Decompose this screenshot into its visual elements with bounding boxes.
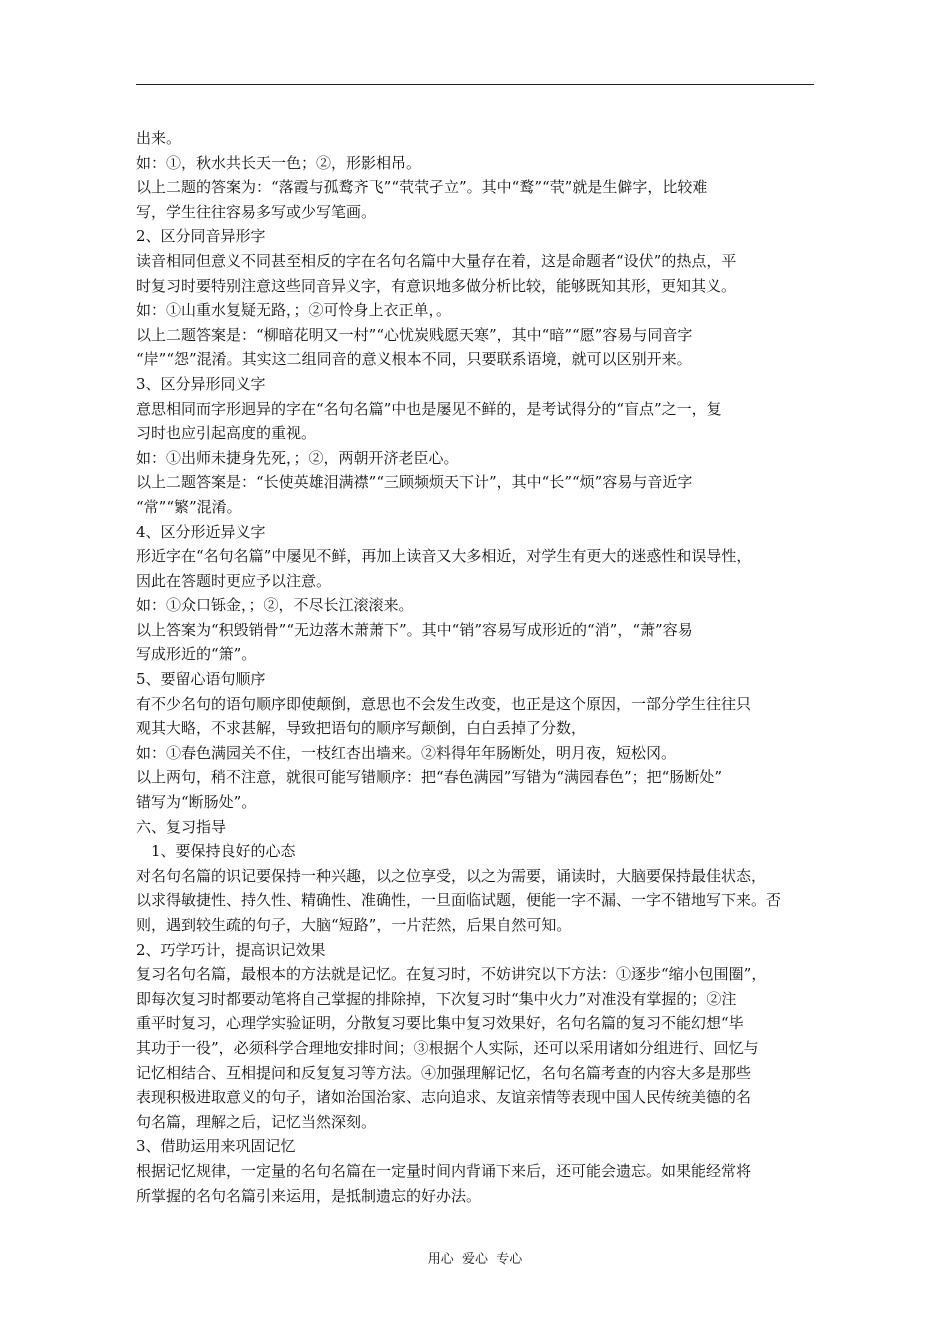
page-footer: 用心 爱心 专心 (427, 1252, 523, 1267)
text-line: 如：①春色满园关不住，一枝红杏出墙来。②料得年年肠断处，明月夜，短松冈。 (136, 743, 677, 762)
section-heading: 1、要保持良好的心态 (151, 842, 296, 861)
header-rule (136, 84, 814, 85)
text-line: 以上两句，稍不注意，就很可能写错顺序：把“春色满园”写错为“满园春色”；把“肠断处” (136, 768, 723, 787)
text-line: “岸”“怨”混淆。其实这二组同音的意义根本不同，只要联系语境，就可以区别开来。 (136, 350, 692, 369)
text-line: 即每次复习时都要动笔将自己掌握的排除掉，下次复习时“集中火力”对准没有掌握的；②注 (136, 989, 737, 1008)
text-line: 形近字在“名句名篇”中屡见不鲜，再加上读音又大多相近，对学生有更大的迷惑性和误导性， (136, 547, 752, 566)
text-line: 出来。 (136, 129, 182, 147)
text-line: 以上二题答案是：“柳暗花明又一村”“心忧炭贱愿天寒”，其中“暗”“愿”容易与同音字 (136, 325, 693, 344)
text-line: 读音相同但意义不同甚至相反的字在名句名篇中大量存在着，这是命题者“设伏”的热点，平 (136, 251, 737, 270)
text-line: 以上答案为“积毁销骨”“无边落木萧萧下”。其中“销”容易写成形近的“消”，“萧”容易 (136, 620, 693, 639)
text-line: 复习名句名篇，最根本的方法就是记忆。在复习时，不妨讲究以下方法：①逐步“缩小包围圈”， (136, 965, 767, 984)
text-line: 则，遇到较生疏的句子，大脑“短路”，一片茫然，后果自然可知。 (136, 916, 572, 934)
text-line: 其功于一役”，必须科学合理地安排时间；③根据个人实际，还可以采用诸如分组进行、回忆与 (136, 1038, 759, 1057)
text-line: 如：①，秋水共长天一色；②，形影相吊。 (136, 153, 422, 172)
text-line: 观其大略，不求甚解，导致把语句的顺序写颠倒，白白丢掉了分数， (136, 719, 587, 738)
text-line: 时复习时要特别注意这些同音异义字，有意识地多做分析比较，能够既知其形，更知其义。 (136, 276, 737, 295)
text-line: 以上二题答案是：“长使英雄泪满襟”“三顾频烦天下计”，其中“长”“烦”容易与音近字 (136, 473, 693, 492)
text-line: 如：①山重水复疑无路，；②可怜身上衣正单，。 (136, 301, 452, 320)
chapter-heading: 六、复习指导 (136, 817, 227, 836)
text-line: 有不少名句的语句顺序即使颠倒，意思也不会发生改变，也正是这个原因，一部分学生往往只 (136, 694, 752, 713)
text-line: 习时也应引起高度的重视。 (136, 424, 317, 443)
text-line: 记忆相结合、互相提问和反复复习等方法。④加强理解记忆，名句名篇考查的内容大多是那些 (136, 1063, 752, 1082)
text-line: 如：①出师未捷身先死，；②，两朝开济老臣心。 (136, 448, 459, 467)
text-line: 因此在答题时更应予以注意。 (136, 571, 332, 590)
section-heading: 4、区分形近异义字 (136, 522, 266, 541)
text-line: 根据记忆规律，一定量的名句名篇在一定量时间内背诵下来后，还可能会遗忘。如果能经常将 (136, 1161, 752, 1180)
section-heading: 2、巧学巧计，提高识记效果 (136, 940, 326, 959)
text-line: 以上二题的答案为：“落霞与孤鹜齐飞”“茕茕孑立”。其中“鹜”“茕”就是生僻字，比较难 (136, 178, 708, 197)
section-heading: 3、借助运用来巩固记忆 (136, 1137, 296, 1156)
text-line: 写，学生往往容易多写或少写笔画。 (136, 202, 377, 221)
section-heading: 5、要留心语句顺序 (136, 670, 266, 689)
text-line: 错写为“断肠处”。 (136, 793, 257, 812)
text-line: 句名篇，理解之后，记忆当然深刻。 (136, 1112, 377, 1131)
text-line: 意思相同而字形迥异的字在“名句名篇”中也是屡见不鲜的，是考试得分的“盲点”之一，复 (136, 399, 722, 418)
text-line: 所掌握的名句名篇引来运用，是抵制遗忘的好办法。 (136, 1186, 482, 1205)
text-line: 对名句名篇的识记要保持一种兴趣，以之位享受，以之为需要，诵读时，大脑要保持最佳状态， (136, 866, 767, 885)
document-body (136, 126, 820, 1208)
text-line: 重平时复习，心理学实验证明，分散复习要比集中复习效果好，名句名篇的复习不能幻想“毕 (136, 1014, 744, 1033)
text-line: 如：①众口铄金，；②，不尽长江滚滚来。 (136, 596, 414, 615)
section-heading: 2、区分同音异形字 (136, 227, 266, 246)
text-line: 以求得敏捷性、持久性、精确性、准确性，一旦面临试题，便能一字不漏、一字不错地写下来。否 (136, 891, 782, 910)
section-heading: 3、区分异形同义字 (136, 374, 266, 393)
text-line: 表现积极进取意义的句子，诸如治国治家、志向追求、友谊亲情等表现中国人民传统美德的名 (136, 1088, 752, 1107)
text-line: “常”“繁”混淆。 (136, 497, 242, 516)
text-line: 写成形近的“箫”。 (136, 645, 257, 664)
